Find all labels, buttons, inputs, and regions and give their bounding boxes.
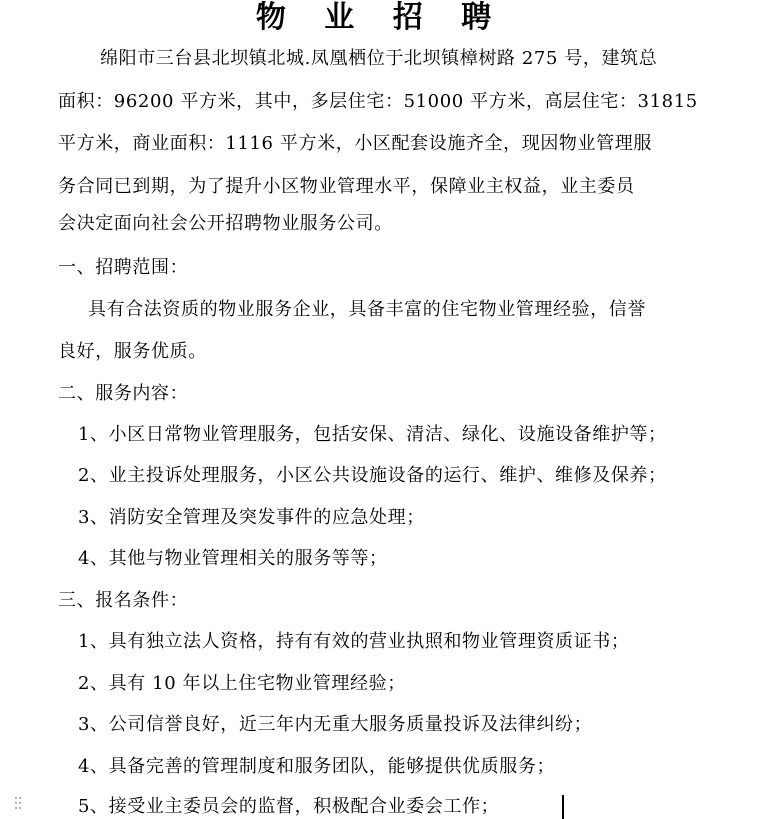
- drag-dots-icon: [14, 796, 22, 810]
- intro-line-5: 会决定面向社会公开招聘物业服务公司。: [58, 213, 393, 234]
- section-heading-requirements: 三、报名条件：: [58, 590, 189, 611]
- requirement-item-3: 3、公司信誉良好，近三年内无重大服务质量投诉及法律纠纷；: [78, 714, 593, 735]
- scope-line-1: 具有合法资质的物业服务企业，具备丰富的住宅物业管理经验，信誉: [88, 299, 646, 320]
- scope-line-2: 良好，服务优质。: [58, 341, 207, 362]
- document-title: 物 业 招 聘: [255, 0, 506, 35]
- text-cursor: [562, 795, 564, 819]
- service-item-2: 2、业主投诉处理服务，小区公共设施设备的运行、维护、维修及保养；: [78, 465, 667, 486]
- intro-line-3: 平方米，商业面积：1116 平方米，小区配套设施齐全，现因物业管理服: [58, 133, 652, 154]
- service-item-1: 1、小区日常物业管理服务，包括安保、清洁、绿化、设施设备维护等；: [78, 424, 667, 445]
- section-heading-services: 二、服务内容：: [58, 383, 189, 404]
- drag-handle-icon[interactable]: [14, 796, 22, 810]
- intro-line-2: 面积：96200 平方米，其中，多层住宅：51000 平方米，高层住宅：31815: [58, 91, 698, 112]
- intro-line-4: 务合同已到期，为了提升小区物业管理水平，保障业主权益，业主委员: [58, 176, 635, 197]
- section-heading-scope: 一、招聘范围：: [58, 257, 189, 278]
- service-item-3: 3、消防安全管理及突发事件的应急处理；: [78, 507, 425, 528]
- requirement-item-2: 2、具有 10 年以上住宅物业管理经验；: [78, 673, 406, 694]
- requirement-item-5: 5、接受业主委员会的监督，积极配合业委会工作；: [78, 796, 500, 817]
- intro-line-1: 绵阳市三台县北坝镇北城.凤凰栖位于北坝镇樟树路 275 号，建筑总: [100, 48, 658, 69]
- service-item-4: 4、其他与物业管理相关的服务等等；: [78, 548, 388, 569]
- requirement-item-4: 4、具备完善的管理制度和服务团队，能够提供优质服务；: [78, 756, 556, 777]
- requirement-item-1: 1、具有独立法人资格，持有有效的营业执照和物业管理资质证书；: [78, 631, 630, 652]
